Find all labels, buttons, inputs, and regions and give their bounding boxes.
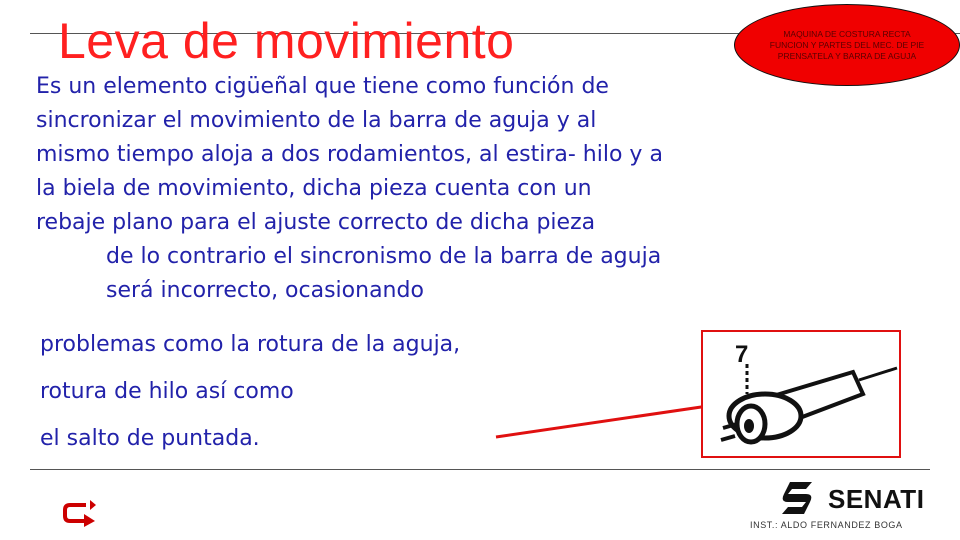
paragraph-line: Es un elemento cigüeñal que tiene como función de	[36, 74, 609, 99]
paragraph-line: sincronizar el movimiento de la barra de aguja y al	[36, 108, 597, 133]
paragraph-line: rebaje plano para el ajuste correcto de dicha pieza	[36, 210, 596, 235]
consequence-line: el salto de puntada.	[40, 426, 260, 451]
brand-name: SENATI	[828, 484, 925, 514]
paragraph-line: de lo contrario el sincronismo de la barra de aguja	[106, 244, 662, 269]
figure-callout-number: 7	[735, 341, 749, 368]
paragraph-line: la biela de movimiento, dicha pieza cuenta con un	[36, 176, 592, 201]
consequence-line: rotura de hilo así como	[40, 379, 294, 404]
paragraph-line: será incorrecto, ocasionando	[106, 278, 424, 303]
topic-badge-text: MAQUINA DE COSTURA RECTA FUNCION Y PARTES DEL MEC. DE PIE PRENSATELA Y BARRA DE AGUJA	[769, 28, 925, 61]
cam-figure	[701, 330, 901, 458]
slide-title: Leva de movimiento	[58, 13, 515, 69]
consequence-line: problemas como la rotura de la aguja,	[40, 332, 461, 357]
senati-logo-icon	[776, 480, 820, 516]
cam-drawing-icon	[703, 332, 899, 456]
paragraph-line: mismo tiempo aloja a dos rodamientos, al estira- hilo y a	[36, 142, 663, 167]
instructor-credit: INST.: ALDO FERNANDEZ BOGA	[750, 520, 903, 530]
return-arrow-icon[interactable]	[62, 500, 98, 528]
